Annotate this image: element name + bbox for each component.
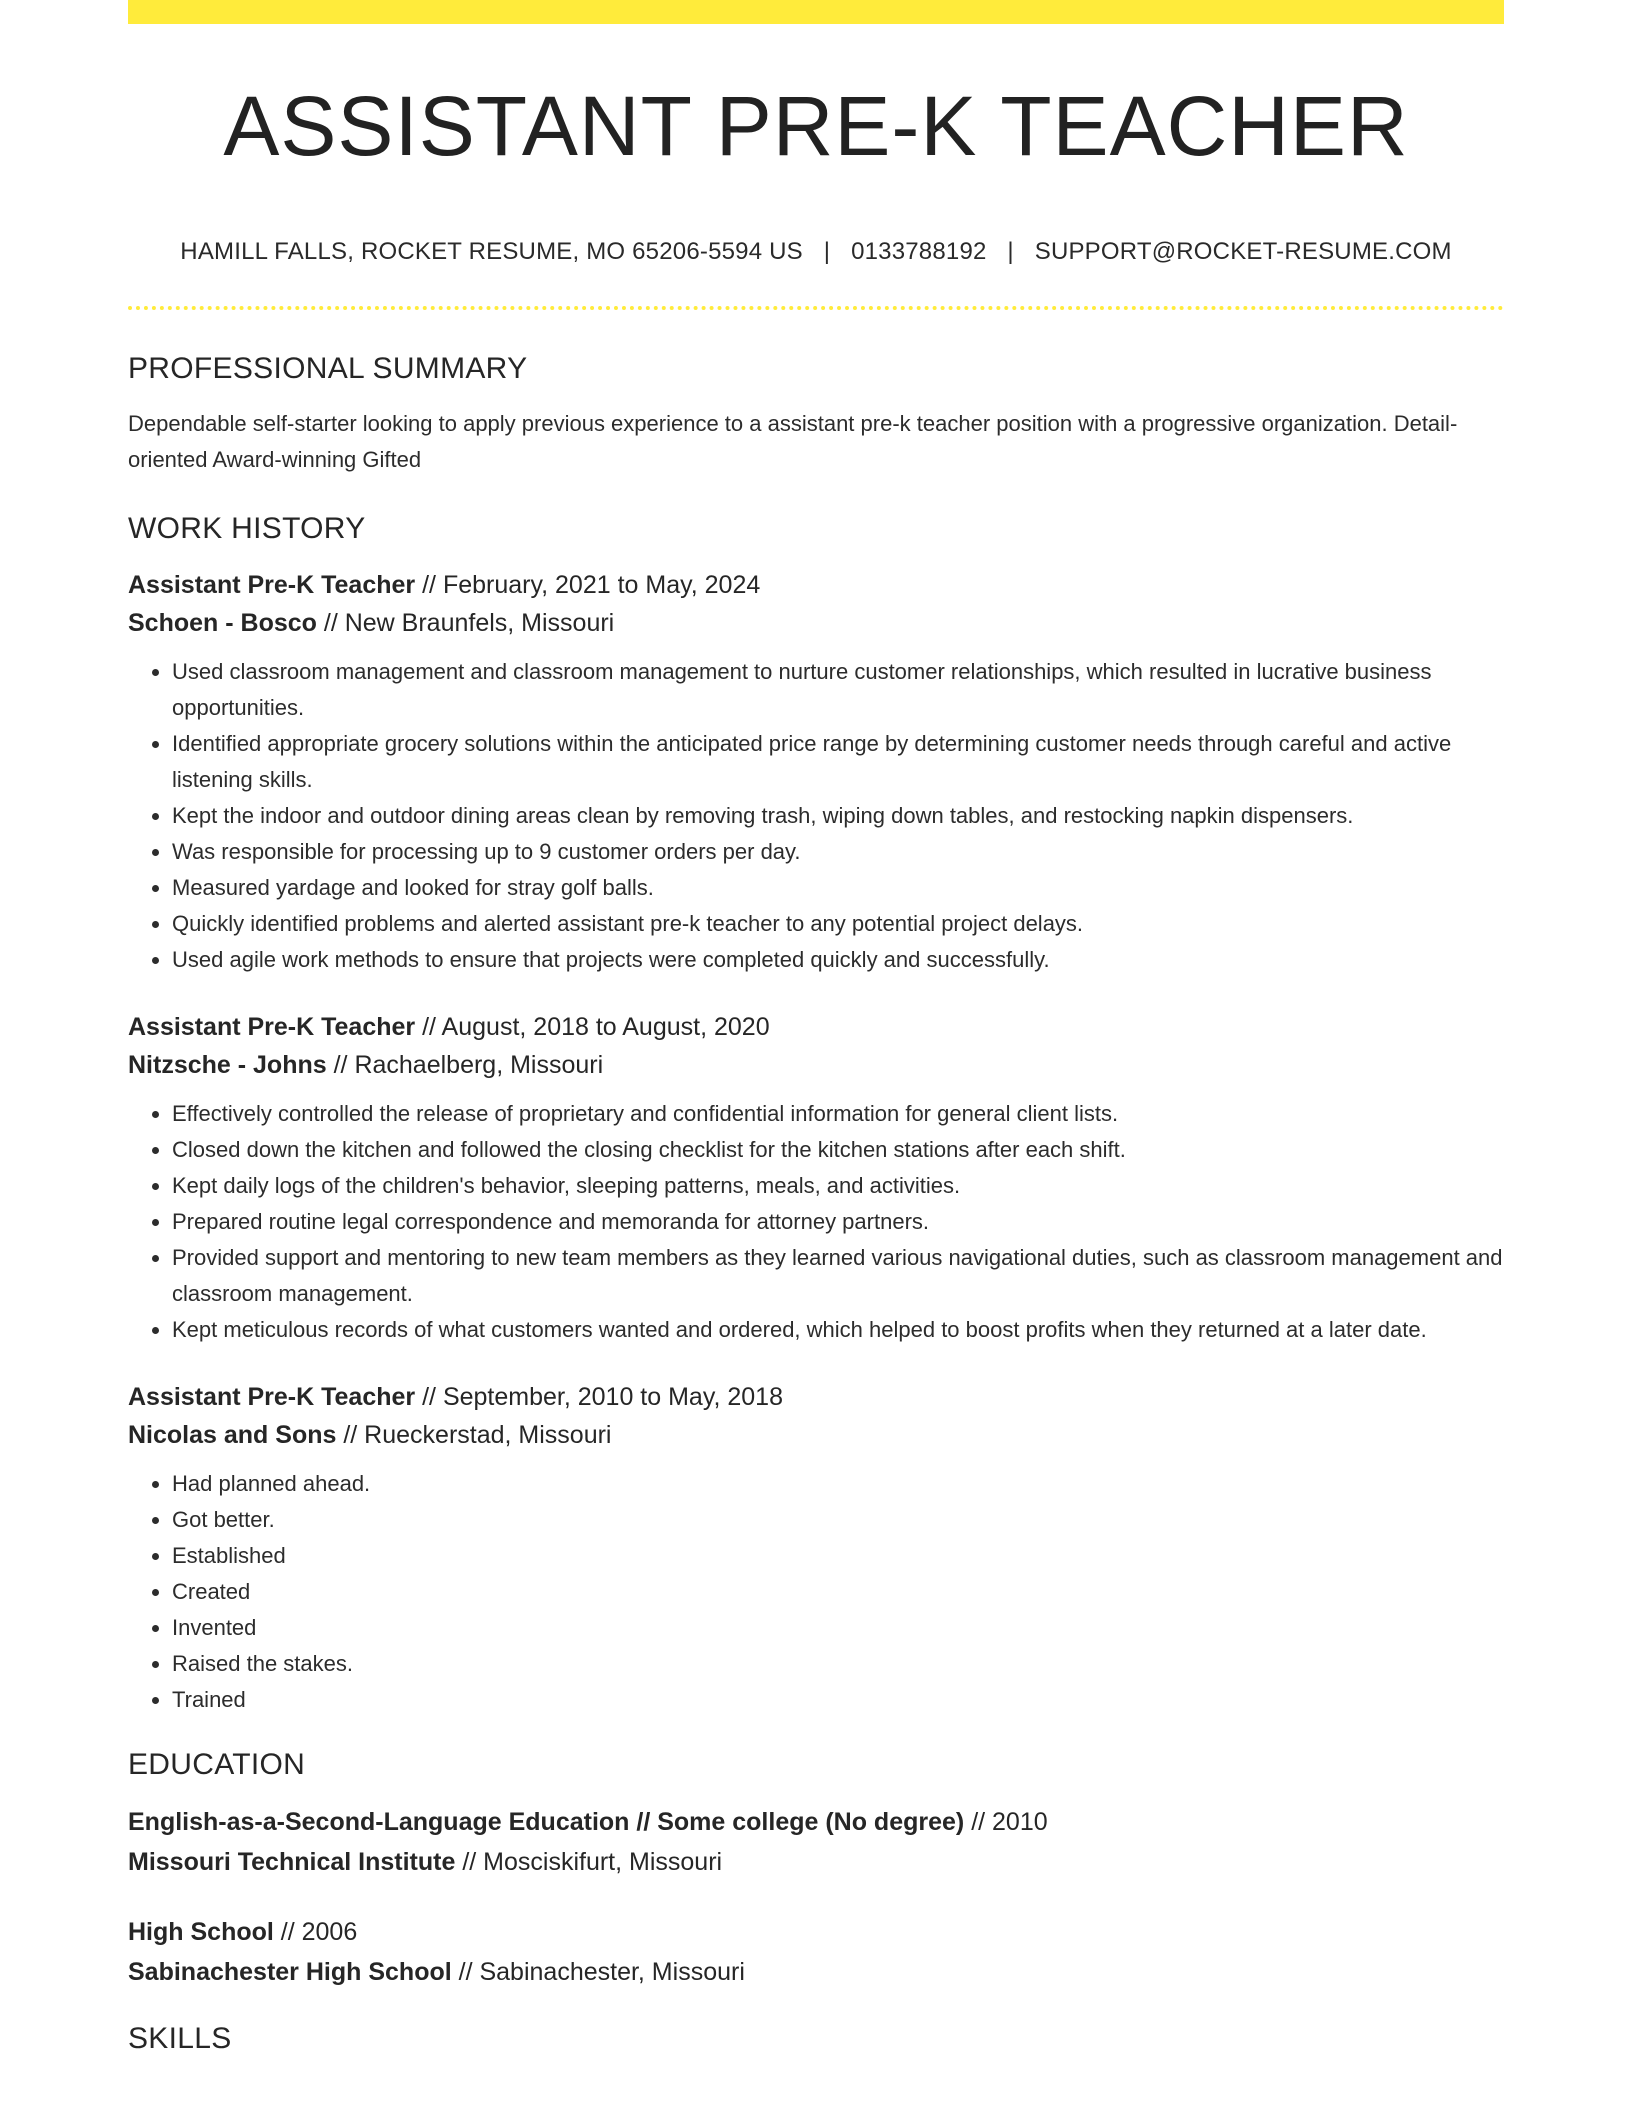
education-degree: High School [128, 1918, 274, 1946]
job-title-line [128, 1008, 1504, 1046]
duty-item: • Created [172, 1574, 1504, 1610]
job-company: Schoen - Bosco [128, 609, 317, 637]
summary-heading: PROFESSIONAL SUMMARY [128, 352, 528, 385]
job-location: // Rachaelberg, Missouri [326, 1051, 604, 1079]
duty-item: • Trained [172, 1682, 1504, 1718]
education-school: Sabinachester High School [128, 1958, 452, 1986]
job-company: Nicolas and Sons [128, 1421, 337, 1449]
duty-item: • Quickly identified problems and alerted assistant pre-k teacher to any potential project delays. [172, 906, 1504, 942]
education-entry [128, 1912, 1504, 1992]
job-company-line [128, 1416, 1504, 1454]
resume-title: ASSISTANT PRE-K TEACHER [223, 79, 1409, 173]
education-year: // 2006 [273, 1918, 358, 1946]
duty-item: • Had planned ahead. [172, 1466, 1504, 1502]
duty-item: • Raised the stakes. [172, 1646, 1504, 1682]
duty-item: • Identified appropriate grocery solutions within the anticipated price range by determining customer needs through careful and active listening skills. [172, 726, 1504, 798]
job-duties [128, 1466, 1504, 1718]
duty-item: • Kept meticulous records of what customers wanted and ordered, which helped to boost profits when they returned at a later date. [172, 1312, 1504, 1348]
duty-item: • Got better. [172, 1502, 1504, 1538]
job-entry [128, 566, 1504, 978]
address: HAMILL FALLS, ROCKET RESUME, MO 65206-5594 US [180, 238, 803, 265]
job-entry [128, 1378, 1504, 1718]
duty-item: • Prepared routine legal correspondence and memoranda for attorney partners. [172, 1204, 1504, 1240]
duty-item: • Kept daily logs of the children's behavior, sleeping patterns, meals, and activities. [172, 1168, 1504, 1204]
education-entry [128, 1802, 1504, 1882]
skills-heading: SKILLS [128, 2022, 232, 2055]
summary-text: Dependable self-starter looking to apply previous experience to a assistant pre-k teacher position with a progressive organization. Detail-oriented Award-winning Gifted [128, 411, 1458, 472]
duty-item: • Used classroom management and classroom management to nurture customer relationships, which resulted in lucrative business opportunities. [172, 654, 1504, 726]
work-history-heading: WORK HISTORY [128, 512, 366, 545]
job-position: Assistant Pre-K Teacher [128, 1383, 416, 1411]
education-degree: English-as-a-Second-Language Education // Some college (No degree) [128, 1808, 965, 1836]
duty-item: • Measured yardage and looked for stray golf balls. [172, 870, 1504, 906]
duty-item: • Kept the indoor and outdoor dining areas clean by removing trash, wiping down tables, and restocking napkin dispensers. [172, 798, 1504, 834]
job-company-line [128, 604, 1504, 642]
job-dates: // February, 2021 to May, 2024 [415, 571, 761, 599]
contact-separator: | [1007, 238, 1014, 265]
education-location: // Mosciskifurt, Missouri [455, 1848, 723, 1876]
job-entry [128, 1008, 1504, 1348]
job-title-line [128, 566, 1504, 604]
job-location: // Rueckerstad, Missouri [336, 1421, 612, 1449]
email[interactable]: SUPPORT@ROCKET-RESUME.COM [1034, 238, 1452, 265]
education-year: // 2010 [964, 1808, 1048, 1836]
job-dates: // August, 2018 to August, 2020 [415, 1013, 770, 1041]
job-company-line [128, 1046, 1504, 1084]
duty-item: • Invented [172, 1610, 1504, 1646]
phone[interactable]: 0133788192 [851, 238, 987, 265]
job-duties [128, 1096, 1504, 1348]
duty-item: • Was responsible for processing up to 9 customer orders per day. [172, 834, 1504, 870]
education-school: Missouri Technical Institute [128, 1848, 456, 1876]
resume-content [128, 352, 1504, 2076]
duty-item: • Effectively controlled the release of proprietary and confidential information for general client lists. [172, 1096, 1504, 1132]
job-dates: // September, 2010 to May, 2018 [415, 1383, 783, 1411]
education-degree-line [128, 1912, 1504, 1952]
job-company: Nitzsche - Johns [128, 1051, 327, 1079]
job-position: Assistant Pre-K Teacher [128, 1013, 416, 1041]
duty-item: • Established [172, 1538, 1504, 1574]
accent-top-bar [128, 0, 1504, 24]
education-school-line [128, 1842, 1504, 1882]
contact-line [128, 238, 1504, 266]
education-location: // Sabinachester, Missouri [451, 1958, 745, 1986]
job-duties [128, 654, 1504, 978]
duty-item: • Provided support and mentoring to new team members as they learned various navigational duties, such as classroom management and classroom management. [172, 1240, 1504, 1312]
job-title-line [128, 1378, 1504, 1416]
education-heading: EDUCATION [128, 1748, 306, 1781]
job-location: // New Braunfels, Missouri [316, 609, 615, 637]
job-position: Assistant Pre-K Teacher [128, 571, 416, 599]
education-school-line [128, 1952, 1504, 1992]
education-degree-line [128, 1802, 1504, 1842]
dotted-divider [128, 306, 1504, 310]
duty-item: • Used agile work methods to ensure that projects were completed quickly and successfully. [172, 942, 1504, 978]
contact-separator: | [823, 238, 831, 265]
duty-item: • Closed down the kitchen and followed the closing checklist for the kitchen stations after each shift. [172, 1132, 1504, 1168]
